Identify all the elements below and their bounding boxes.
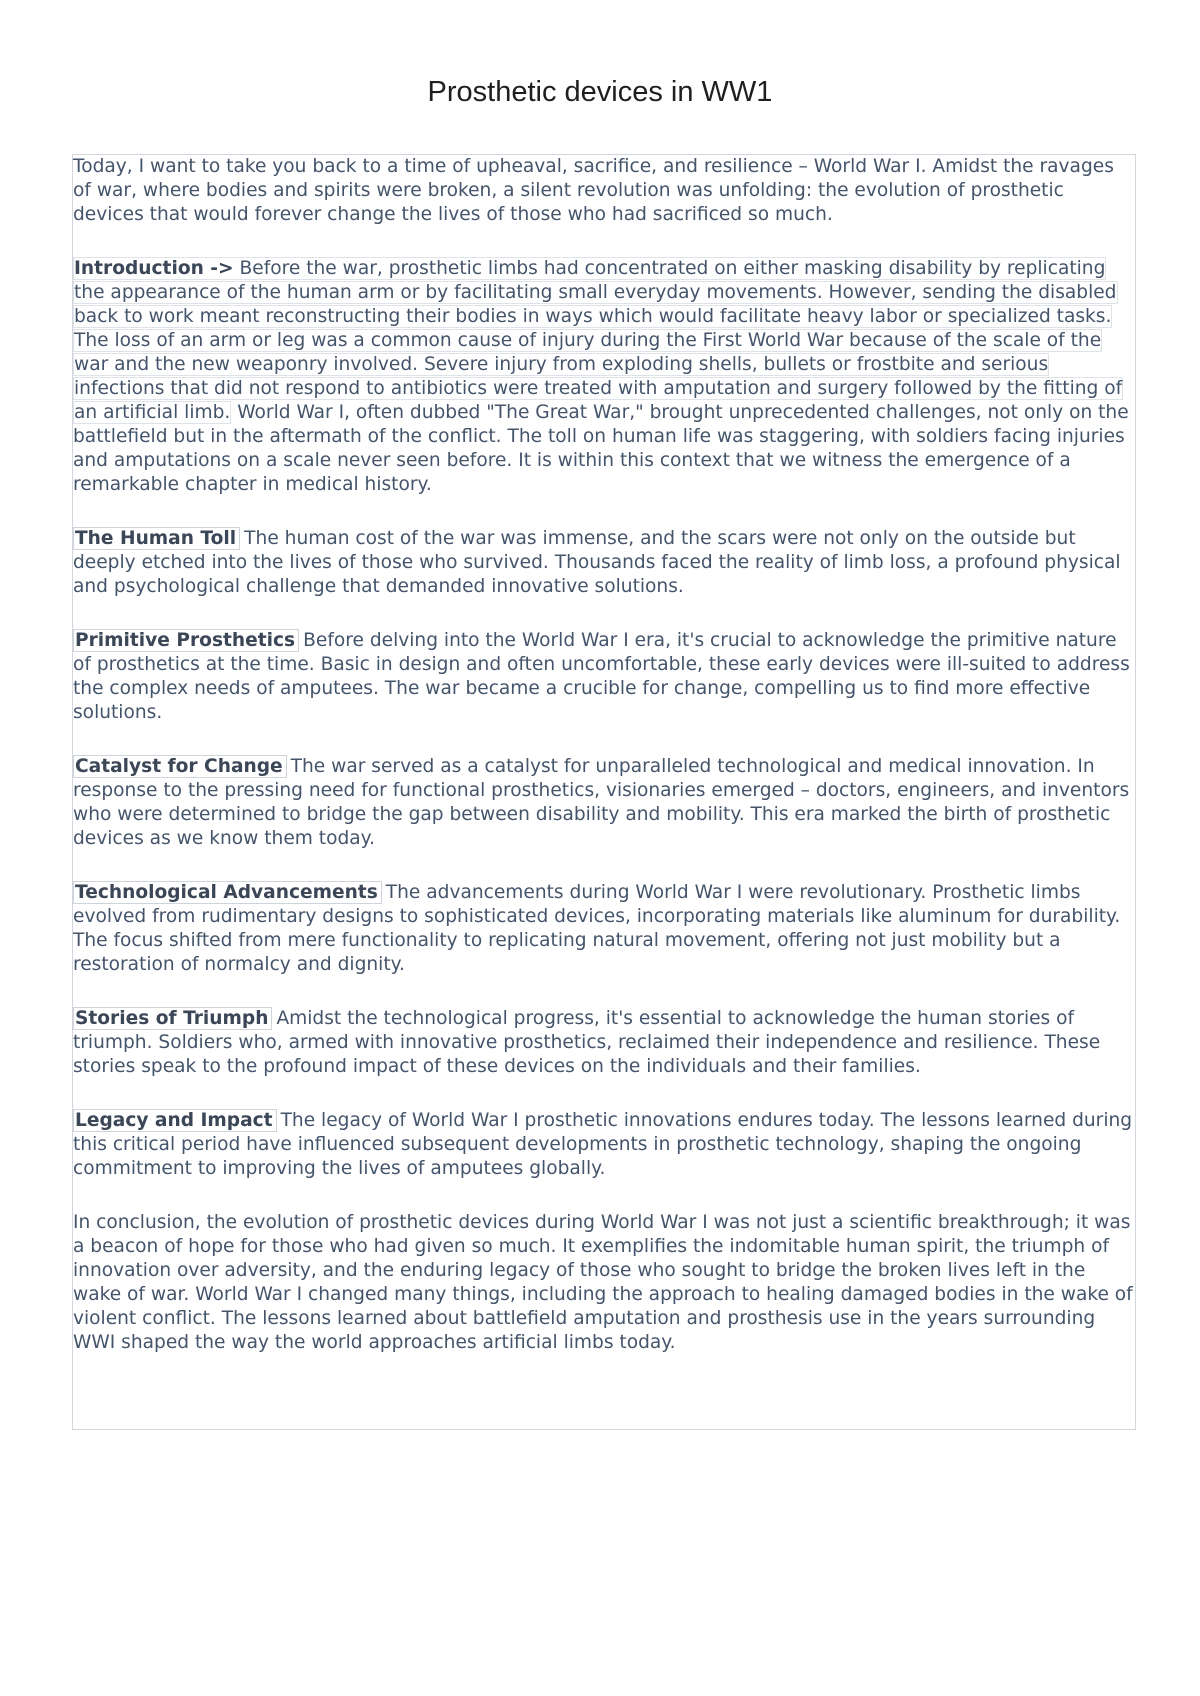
intro-boxed-text	[73, 257, 1123, 424]
section-heading: Stories of Triumph	[73, 1007, 272, 1030]
section-heading: Legacy and Impact	[73, 1109, 277, 1132]
intro-paragraph	[73, 257, 1135, 497]
intro-boxed-body: Before the war, prosthetic limbs had concentrated on either masking disability by replicating the appearance of the human arm or by facilitating small everyday movements. However, sending the disabled back to work meant reconstructing their bodies in ways which would facilitate heavy labor or specialized tasks. The loss of an arm or leg was a common cause of injury during the First World War because of the scale of the war and the new weaponry involved. Severe injury from exploding shells, bullets or frostbite and serious infections that did not respond to antibiotics were treated with amputation and surgery followed by the fitting of an artificial limb.	[74, 258, 1123, 423]
section-text: The war served as a catalyst for unparalleled technological and medical innovation. In response to the pressing need for functional prosthetics, visionaries emerged – doctors, engineers, and inventors who were determined to bridge the gap between disability and mobility. This era marked the birth of prosthetic devices as we know them today.	[73, 756, 1130, 849]
section-text: The human cost of the war was immense, and the scars were not only on the outside but deeply etched into the lives of those who survived. Thousands faced the reality of limb loss, a profound physical and psychological challenge that demanded innovative solutions.	[73, 528, 1121, 597]
section-primitive-prosthetics	[73, 629, 1135, 725]
section-text: The legacy of World War I prosthetic innovations endures today. The lessons learned during this critical period have influenced subsequent developments in prosthetic technology, shaping the ongoing commitment to improving the lives of amputees globally.	[73, 1110, 1133, 1179]
section-legacy-and-impact	[73, 1109, 1135, 1181]
section-catalyst-for-change	[73, 755, 1135, 851]
section-heading: Catalyst for Change	[73, 755, 287, 778]
intro-heading: Introduction ->	[74, 258, 234, 279]
section-human-toll	[73, 527, 1135, 599]
section-heading: Technological Advancements	[73, 881, 382, 904]
section-text: Amidst the technological progress, it's essential to acknowledge the human stories of triumph. Soldiers who, armed with innovative prosthetics, reclaimed their independence and resilience. These stories speak to the profound impact of these devices on the individuals and their families.	[73, 1008, 1101, 1077]
section-technological-advancements	[73, 881, 1135, 977]
section-heading: The Human Toll	[73, 527, 240, 550]
opening-paragraph: Today, I want to take you back to a time of upheaval, sacrifice, and resilience – World War I. Amidst the ravages of war, where bodies and spirits were broken, a silent revolution was unfolding: the evolution of prosthetic devices that would forever change the lives of those who had sacrificed so much.	[73, 156, 1114, 225]
section-stories-of-triumph	[73, 1007, 1135, 1079]
section-heading: Primitive Prosthetics	[73, 629, 299, 652]
document-body	[72, 154, 1136, 1430]
section-text: Before delving into the World War I era, it's crucial to acknowledge the primitive nature of prosthetics at the time. Basic in design and often uncomfortable, these early devices were ill-suited to address the complex needs of amputees. The war became a crucible for change, compelling us to find more effective solutions.	[73, 630, 1130, 723]
conclusion-paragraph: In conclusion, the evolution of prosthetic devices during World War I was not just a scientific breakthrough; it was a beacon of hope for those who had given so much. It exemplifies the indomitable human spirit, the triumph of innovation over adversity, and the enduring legacy of those who sought to bridge the broken lives left in the wake of war. World War I changed many things, including the approach to healing damaged bodies in the wake of violent conflict. The lessons learned about battlefield amputation and prosthesis use in the years surrounding WWI shaped the way the world approaches artificial limbs today.	[73, 1212, 1133, 1353]
section-text: The advancements during World War I were revolutionary. Prosthetic limbs evolved from rudimentary designs to sophisticated devices, incorporating materials like aluminum for durability. The focus shifted from mere functionality to replicating natural movement, offering not just mobility but a restoration of normalcy and dignity.	[73, 882, 1121, 975]
intro-rest-text: World War I, often dubbed "The Great War," brought unprecedented challenges, not only on the battlefield but in the aftermath of the conflict. The toll on human life was staggering, with soldiers facing injuries and amputations on a scale never seen before. It is within this context that we witness the emergence of a remarkable chapter in medical history.	[73, 402, 1129, 495]
page-title: Prosthetic devices in WW1	[427, 76, 773, 108]
